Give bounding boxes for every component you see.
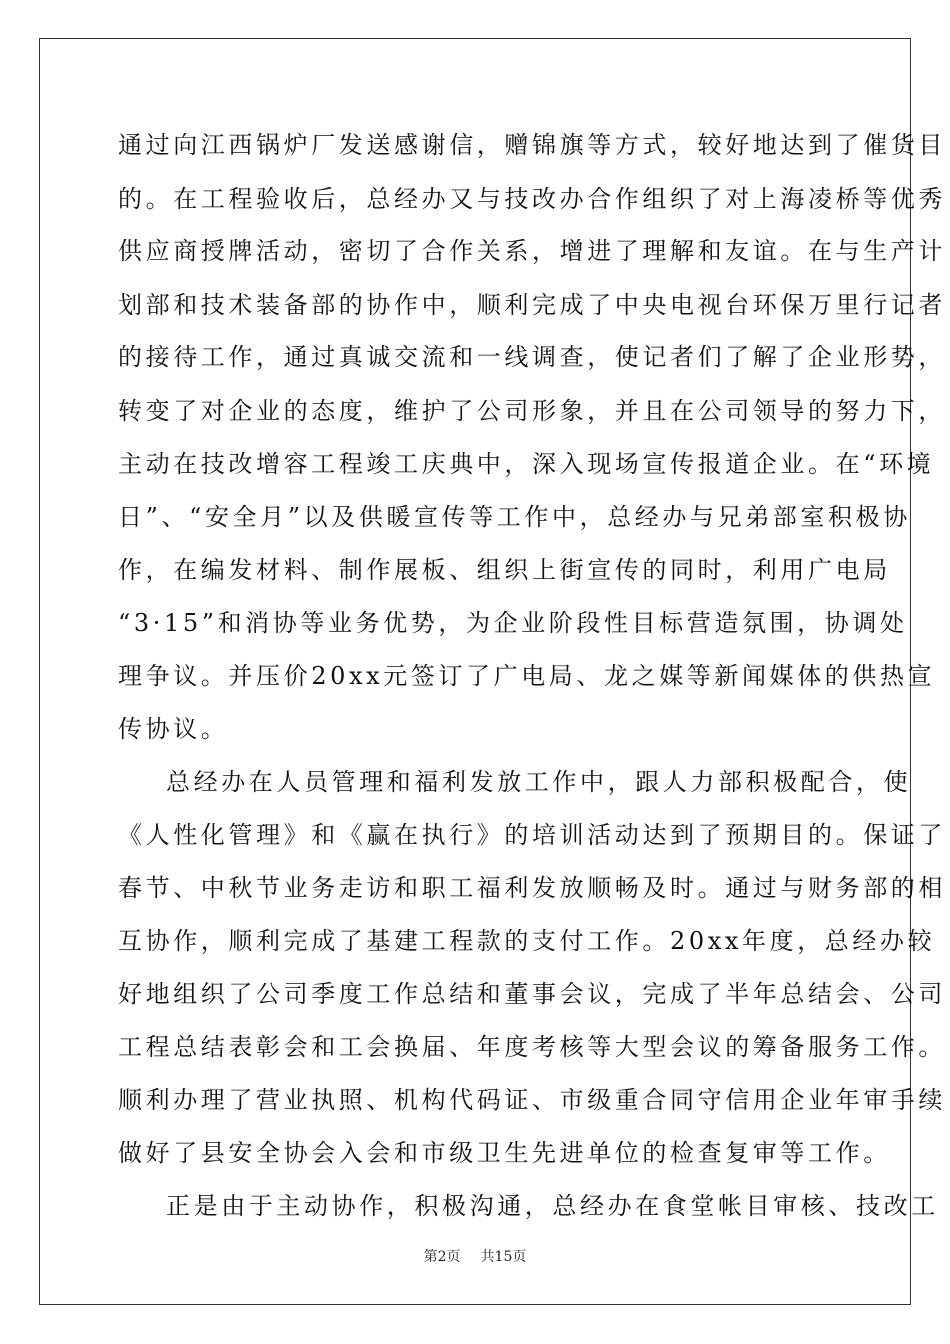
body-text-line: 做好了县安全协会入会和市级卫生先进单位的检查复审等工作。 [118, 1139, 891, 1167]
body-text-line: 划部和技术装备部的协作中，顺利完成了中央电视台环保万里行记者 [118, 291, 946, 319]
body-text-line: 供应商授牌活动，密切了合作关系，增进了理解和友谊。在与生产计 [118, 237, 946, 265]
paragraph-first-line: 总经办在人员管理和福利发放工作中，跟人力部积极配合，使 [166, 768, 912, 796]
body-text-line: 的。在工程验收后，总经办又与技改办合作组织了对上海凌桥等优秀 [118, 185, 946, 213]
body-text-line: 通过向江西锅炉厂发送感谢信，赠锦旗等方式，较好地达到了催货目 [118, 131, 946, 159]
page-total: 共15页 [480, 1249, 527, 1265]
body-text-line: 《人性化管理》和《赢在执行》的培训活动达到了预期目的。保证了 [118, 821, 946, 849]
body-text-line: 工程总结表彰会和工会换届、年度考核等大型会议的筹备服务工作。 [118, 1033, 946, 1061]
body-text-line: 春节、中秋节业务走访和职工福利发放顺畅及时。通过与财务部的相 [118, 874, 946, 902]
body-text-line: 的接待工作，通过真诚交流和一线调查，使记者们了解了企业形势， [118, 343, 946, 371]
body-text-line: 理争议。并压价20xx元签订了广电局、龙之媒等新闻媒体的供热宣 [118, 662, 936, 690]
body-text-line: 主动在技改增容工程竣工庆典中，深入现场宣传报道企业。在“环境 [118, 450, 935, 478]
page-footer [0, 1248, 950, 1266]
body-text-line: “3·15”和消协等业务优势，为企业阶段性目标营造氛围，协调处 [118, 609, 908, 637]
body-text-line: 传协议。 [118, 715, 229, 743]
body-text-line: 作，在编发材料、制作展板、组织上街宣传的同时，利用广电局 [118, 556, 891, 584]
body-text-line: 顺利办理了营业执照、机构代码证、市级重合同守信用企业年审手续 [118, 1086, 946, 1114]
body-text-line: 日”、“安全月”以及供暖宣传等工作中，总经办与兄弟部室积极协 [118, 503, 911, 531]
body-text-line: 互协作，顺利完成了基建工程款的支付工作。20xx年度，总经办较 [118, 927, 936, 955]
body-text-line: 转变了对企业的态度，维护了公司形象，并且在公司领导的努力下， [118, 397, 946, 425]
page-number: 第2页 [423, 1249, 461, 1265]
body-text-line: 好地组织了公司季度工作总结和董事会议，完成了半年总结会、公司 [118, 980, 946, 1008]
paragraph-first-line: 正是由于主动协作，积极沟通，总经办在食堂帐目审核、技改工 [166, 1192, 939, 1220]
